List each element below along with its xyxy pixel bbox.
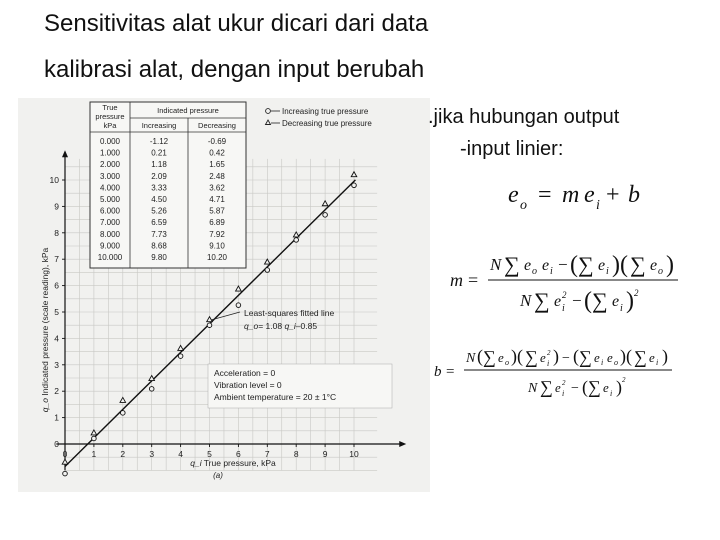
svg-text:e: e xyxy=(594,350,600,365)
point-increasing xyxy=(178,354,183,359)
svg-text:2: 2 xyxy=(634,288,639,298)
table-cell: 5.000 xyxy=(99,195,121,204)
table-cell: 4.50 xyxy=(151,195,167,204)
x-tick-label: 6 xyxy=(236,449,241,459)
svg-text:i: i xyxy=(547,359,550,368)
table-cell: 4.71 xyxy=(209,195,225,204)
y-tick-label: 8 xyxy=(54,227,59,238)
point-increasing xyxy=(352,183,357,188)
x-tick-label: 3 xyxy=(149,449,155,459)
svg-text:)(: )( xyxy=(511,346,523,366)
x-tick-label: 4 xyxy=(178,449,183,459)
side-text-line-1: .jika hubungan output xyxy=(428,106,620,128)
x-axis-title: q_i True pressure, kPa xyxy=(190,458,276,468)
table-cell: 9.10 xyxy=(209,241,225,251)
table-cell: 5.26 xyxy=(151,206,167,216)
svg-text:(: ( xyxy=(584,288,592,314)
y-tick-label: 6 xyxy=(54,280,59,291)
x-tick-label: 5 xyxy=(207,449,212,459)
svg-text:(: ( xyxy=(582,377,588,397)
point-increasing xyxy=(149,387,154,392)
svg-text:e: e xyxy=(540,350,546,365)
svg-text:o: o xyxy=(614,358,618,367)
svg-text:(: ( xyxy=(573,346,579,366)
svg-text:b: b xyxy=(434,364,442,380)
x-tick-label: 9 xyxy=(322,449,328,459)
table-cell: 2.09 xyxy=(151,171,167,181)
point-decreasing xyxy=(178,345,184,350)
svg-text:(: ( xyxy=(477,346,483,366)
figure-sub-caption: (a) xyxy=(213,471,223,480)
svg-text:e: e xyxy=(554,293,562,310)
svg-text:o: o xyxy=(505,358,509,367)
table-header-true-line: True xyxy=(102,103,118,112)
fit-line-label: Least-squares fitted line xyxy=(244,308,335,318)
svg-text:i: i xyxy=(562,389,565,398)
table-header-increasing: Increasing xyxy=(141,121,177,130)
svg-text:)(: )( xyxy=(620,346,632,366)
svg-text:e: e xyxy=(607,350,613,365)
svg-text:e: e xyxy=(584,182,595,208)
condition-vibration: Vibration level = 0 xyxy=(214,380,282,390)
table-cell: 3.000 xyxy=(99,171,121,181)
heading-line-2: kalibrasi alat, dengan input berubah xyxy=(44,56,425,83)
point-increasing xyxy=(121,411,126,416)
svg-text:b: b xyxy=(628,182,640,208)
table-cell: 8.000 xyxy=(99,229,121,239)
svg-text:e: e xyxy=(508,182,519,208)
svg-text:): ) xyxy=(553,346,559,366)
svg-text:N: N xyxy=(520,291,532,310)
svg-text:e: e xyxy=(498,350,504,365)
table-cell: 6.59 xyxy=(151,218,167,228)
legend-triangle-marker xyxy=(266,120,271,125)
svg-text:): ) xyxy=(626,288,634,314)
svg-text:i: i xyxy=(562,303,565,314)
svg-text:+: + xyxy=(606,182,620,208)
table-cell: 5.87 xyxy=(209,206,225,216)
svg-text:∑: ∑ xyxy=(634,347,647,367)
table-header-unit: kPa xyxy=(103,121,117,130)
point-increasing xyxy=(92,436,97,441)
table-cell: 0.21 xyxy=(151,148,167,158)
svg-text:∑: ∑ xyxy=(588,377,601,397)
svg-text:2: 2 xyxy=(547,349,551,357)
legend xyxy=(266,107,373,128)
y-tick-label: 4 xyxy=(54,333,59,344)
svg-text:∑: ∑ xyxy=(579,347,592,367)
table-cell: 10.000 xyxy=(97,253,123,262)
y-tick-label: 1 xyxy=(54,412,59,423)
svg-text:∑: ∑ xyxy=(630,252,646,277)
svg-text:∑: ∑ xyxy=(540,377,553,397)
svg-text:−: − xyxy=(562,351,570,366)
table-cell: 2.48 xyxy=(209,171,225,181)
svg-text:e: e xyxy=(555,380,561,395)
table-cell: 9.80 xyxy=(151,253,167,262)
svg-text:∑: ∑ xyxy=(504,252,520,277)
conditions-box xyxy=(208,364,392,408)
svg-text:∑: ∑ xyxy=(592,288,608,313)
table-cell: 4.000 xyxy=(99,183,121,193)
x-axis-arrow xyxy=(399,441,406,447)
svg-text:2: 2 xyxy=(622,376,626,384)
svg-text:−: − xyxy=(571,381,579,396)
svg-text:)(: )( xyxy=(612,252,628,278)
svg-text:e: e xyxy=(542,257,550,274)
point-increasing xyxy=(294,238,299,243)
table-cell: 1.65 xyxy=(209,160,225,170)
svg-text:N: N xyxy=(490,255,502,274)
table-cell: 2.000 xyxy=(99,160,121,170)
svg-text:): ) xyxy=(662,346,668,366)
table-cell: 6.000 xyxy=(99,206,121,216)
svg-text:i: i xyxy=(601,358,604,367)
y-tick-label: 2 xyxy=(54,386,59,397)
svg-text:i: i xyxy=(610,389,613,398)
svg-text:e: e xyxy=(603,380,609,395)
svg-text:∑: ∑ xyxy=(525,347,538,367)
table-cell: -1.12 xyxy=(149,137,169,146)
point-decreasing xyxy=(322,201,328,206)
table-cell: 7.000 xyxy=(99,218,121,228)
point-decreasing xyxy=(62,459,68,464)
fit-line-equation: q_o= 1.08 q_i–0.85 xyxy=(244,321,318,331)
table-cell: 1.000 xyxy=(99,148,121,158)
table-cell: 8.68 xyxy=(151,241,167,251)
condition-acceleration: Acceleration = 0 xyxy=(214,368,276,378)
y-tick-label: 0 xyxy=(54,439,59,449)
point-increasing xyxy=(63,471,68,476)
point-decreasing xyxy=(351,172,357,177)
svg-text:i: i xyxy=(620,303,623,314)
legend-circle-marker xyxy=(266,109,271,114)
svg-text:i: i xyxy=(656,358,659,367)
table-cell: -0.69 xyxy=(207,137,227,146)
x-tick-label: 1 xyxy=(91,449,97,459)
svg-text:e: e xyxy=(650,257,658,274)
calibration-table xyxy=(90,102,246,268)
x-tick-label: 0 xyxy=(62,449,68,459)
svg-text:−: − xyxy=(558,255,568,274)
y-axis-arrow xyxy=(62,150,68,157)
svg-text:∑: ∑ xyxy=(578,252,594,277)
x-tick-label: 10 xyxy=(349,449,359,459)
table-cell: 10.20 xyxy=(206,253,228,262)
svg-text:e: e xyxy=(524,257,532,274)
equation-linear-svg xyxy=(504,174,674,218)
svg-text:o: o xyxy=(658,266,663,277)
y-tick-label: 5 xyxy=(54,307,59,317)
svg-text:(: ( xyxy=(570,252,578,278)
fit-annotation xyxy=(211,308,335,331)
table-cell: 0.000 xyxy=(99,137,121,146)
table-header-decreasing: Decreasing xyxy=(198,121,236,130)
x-tick-label: 2 xyxy=(120,449,126,459)
x-tick-label: 8 xyxy=(293,449,299,459)
point-increasing xyxy=(236,303,241,308)
svg-text:): ) xyxy=(666,252,674,278)
svg-text:=: = xyxy=(446,364,455,380)
svg-text:=: = xyxy=(538,182,552,208)
point-increasing xyxy=(323,213,328,218)
svg-text:∑: ∑ xyxy=(534,288,550,313)
y-tick-label: 3 xyxy=(54,359,59,370)
equation-slope-svg xyxy=(446,240,716,320)
svg-text:N: N xyxy=(466,351,476,366)
table-cell: 6.89 xyxy=(209,218,225,228)
table-cell: 3.62 xyxy=(209,183,225,193)
point-decreasing xyxy=(265,259,271,264)
svg-text:m: m xyxy=(562,182,580,208)
table-cell: 3.33 xyxy=(151,183,167,193)
point-decreasing xyxy=(120,397,126,402)
legend-decreasing: Decreasing true pressure xyxy=(282,119,372,128)
svg-text:2: 2 xyxy=(562,290,567,300)
y-axis-title xyxy=(40,248,50,413)
point-increasing xyxy=(265,268,270,273)
svg-text:i: i xyxy=(550,266,553,277)
svg-text:e: e xyxy=(649,350,655,365)
svg-text:−: − xyxy=(572,291,582,310)
table-cell: 1.18 xyxy=(151,160,167,170)
svg-text:2: 2 xyxy=(562,379,566,387)
svg-text:e: e xyxy=(598,257,606,274)
svg-text:=: = xyxy=(468,270,479,290)
side-text-line-2: -input linier: xyxy=(460,138,564,160)
svg-text:e: e xyxy=(612,293,620,310)
point-increasing xyxy=(207,323,212,328)
y-tick-label: 10 xyxy=(49,175,59,185)
condition-temperature: Ambient temperature = 20 ± 1°C xyxy=(214,392,337,402)
calibration-chart xyxy=(18,98,430,492)
svg-text:o: o xyxy=(532,266,537,277)
table-header-indicated: Indicated pressure xyxy=(157,106,219,115)
legend-increasing: Increasing true pressure xyxy=(282,107,369,116)
calibration-figure xyxy=(18,98,430,492)
point-decreasing xyxy=(207,317,213,322)
svg-text:i: i xyxy=(596,198,600,213)
table-cell: 7.73 xyxy=(151,229,167,239)
svg-text:i: i xyxy=(606,266,609,277)
table-header-pressure-line: pressure xyxy=(95,112,125,121)
svg-text:q_o Indicated pressure (scale: q_o Indicated pressure (scale reading), kPa xyxy=(40,247,50,413)
svg-text:o: o xyxy=(520,198,527,213)
y-tick-label: 7 xyxy=(54,254,59,265)
equation-intercept-svg xyxy=(432,336,720,412)
point-decreasing xyxy=(236,286,242,291)
x-tick-label: 7 xyxy=(264,449,270,459)
table-cell: 9.000 xyxy=(99,241,121,251)
svg-text:): ) xyxy=(616,377,622,397)
table-cell: 7.92 xyxy=(209,229,225,239)
y-tick-label: 9 xyxy=(54,201,59,212)
table-cell: 0.42 xyxy=(209,148,225,158)
svg-text:∑: ∑ xyxy=(483,347,496,367)
svg-text:m: m xyxy=(450,270,463,290)
heading-line-1: Sensitivitas alat ukur dicari dari data xyxy=(44,10,429,37)
svg-text:N: N xyxy=(528,381,538,396)
